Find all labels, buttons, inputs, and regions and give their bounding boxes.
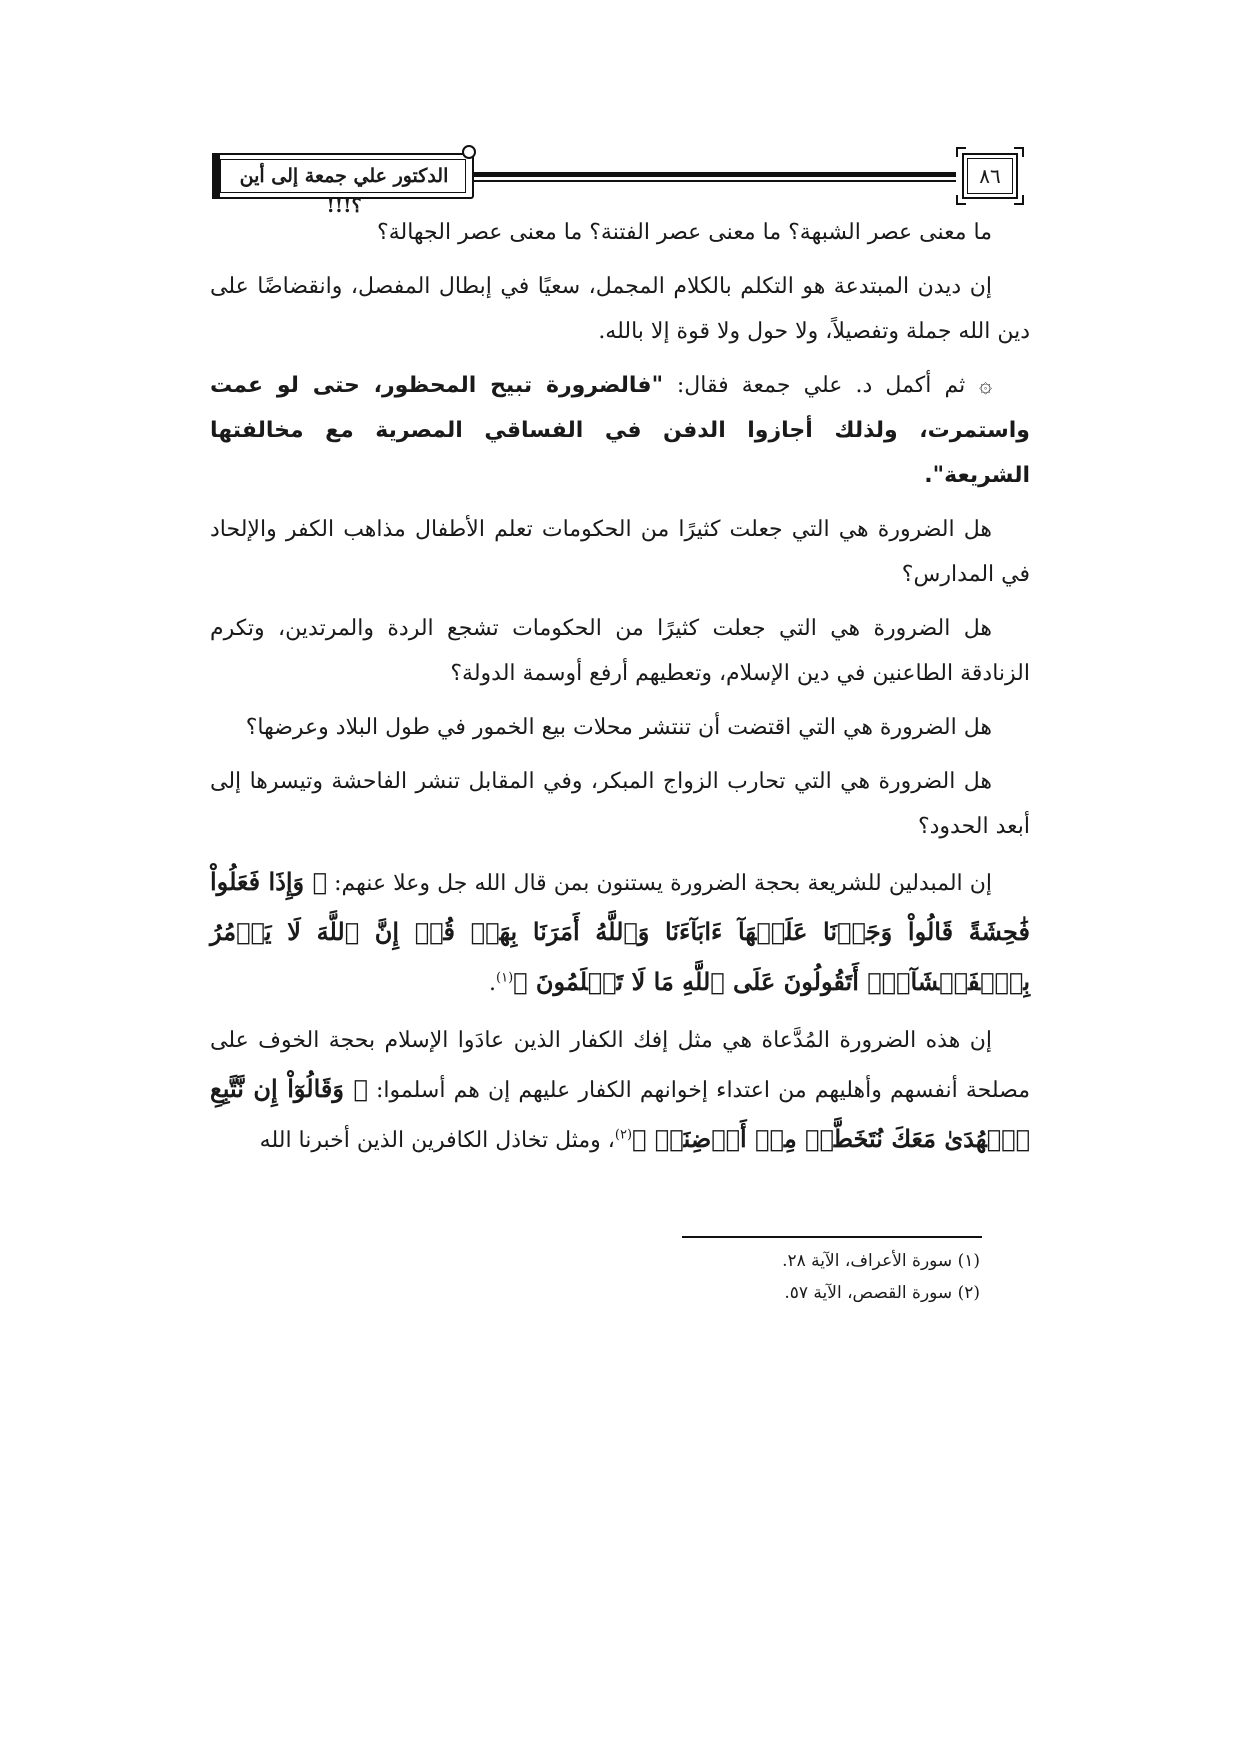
paragraph-text: . (489, 971, 496, 996)
paragraph (210, 759, 1030, 849)
page-number-frame (956, 145, 1024, 207)
paragraph-text: هل الضرورة هي التي جعلت كثيرًا من الحكومات تعلم الأطفال مذاهب الكفر والإلحاد في المدارس؟ (210, 517, 1030, 587)
paragraph-text: هل الضرورة هي التي اقتضت أن تنتشر محلات بيع الخمور في طول البلاد وعرضها؟ (245, 715, 992, 740)
paragraph (210, 606, 1030, 696)
paragraph-text: هل الضرورة هي التي تحارب الزواج المبكر، وفي المقابل تنشر الفاحشة وتيسرها إلى أبعد الحدود؟ (210, 769, 1030, 839)
page-body (210, 210, 1030, 1174)
running-title: الدكتور علي جمعة إلى أين ؟!!! (239, 165, 449, 217)
paragraph (210, 705, 1030, 750)
paragraph-text: إن المبدلين للشريعة بحجة الضرورة يستنون بمن قال الله جل وعلا عنهم: (334, 871, 992, 896)
quran-verse: ﴿ وَقَالُوٓاْ إِن نَّتَّبِعِ ٱلۡهُدَىٰ مَعَكَ نُتَخَطَّفۡ مِنۡ أَرۡضِنَآۚ ﴾ (210, 1074, 1030, 1153)
scroll-curl-ornament (462, 145, 476, 159)
footnotes (210, 1245, 1030, 1309)
paragraph-text: ، ومثل تخاذل الكافرين الذين أخبرنا الله (259, 1128, 615, 1153)
title-frame-scroll-edge (212, 153, 220, 199)
footnote: (٢) سورة القصص، الآية ٥٧. (784, 1283, 980, 1303)
paragraph (210, 264, 1030, 354)
paragraph-text: هل الضرورة هي التي جعلت كثيرًا من الحكومات تشجع الردة والمرتدين، وتكرم الزنادقة الطاعنين في دين الإسلام، وتعطيهم أرفع أوسمة الدولة؟ (210, 616, 1030, 686)
paragraph-text: ما معنى عصر الشبهة؟ ما معنى عصر الفتنة؟ ما معنى عصر الجهالة؟ (377, 220, 992, 245)
page-header (212, 145, 1024, 217)
page-number: ٨٦ (979, 164, 1001, 188)
paragraph-with-verse (210, 1017, 1030, 1165)
quoted-statement-paragraph (210, 363, 1030, 498)
footnote: (١) سورة الأعراف، الآية ٢٨. (782, 1251, 980, 1271)
footnote-separator (682, 1236, 982, 1238)
paragraph-with-verse (210, 858, 1030, 1008)
quran-verse: ﴿ وَإِذَا فَعَلُواْ فَٰحِشَةً قَالُواْ وَجَدۡنَا عَلَيۡهَآ ءَابَآءَنَا وَٱللَّهُ أَمَرَنَا بِهَاۗ قُلۡ إِنَّ ٱللَّهَ لَا يَأۡمُرُ بِٱلۡفَحۡشَآءِۖ أَتَقُولُونَ عَلَى ٱللَّهِ مَا لَا تَعۡلَمُونَ ﴾ (210, 867, 1030, 996)
paragraph-text: إن هذه الضرورة المُدَّعاة هي مثل إفك الكفار الذين عادَوا الإسلام بحجة الخوف على مصلحة أنفسهم وأهليهم من اعتداء إخوانهم الكفار عليهم إن هم أسلموا: (210, 1028, 1030, 1103)
header-rule-thin (474, 180, 956, 182)
paragraph-ornament-icon: ۞ (979, 373, 992, 398)
quoted-statement: "فالضرورة تبيح المحظور، حتى لو عمت واستمرت، ولذلك أجازوا الدفن في الفساقي المصرية مع مخالفتها الشريعة". (210, 373, 1030, 488)
footnote-reference: (٢) (614, 1127, 633, 1143)
footnote-reference: (١) (496, 970, 514, 986)
paragraph (210, 210, 1030, 255)
header-rule-thick (474, 172, 956, 177)
paragraph-text: إن ديدن المبتدعة هو التكلم بالكلام المجمل، سعيًا في إبطال المفصل، وانقضاضًا على دين الله جملة وتفصيلاً، ولا حول ولا قوة إلا بالله. (210, 274, 1030, 344)
paragraph (210, 507, 1030, 597)
paragraph-lead-text: ثم أكمل د. علي جمعة فقال: (676, 373, 966, 398)
running-title-frame (212, 145, 474, 217)
